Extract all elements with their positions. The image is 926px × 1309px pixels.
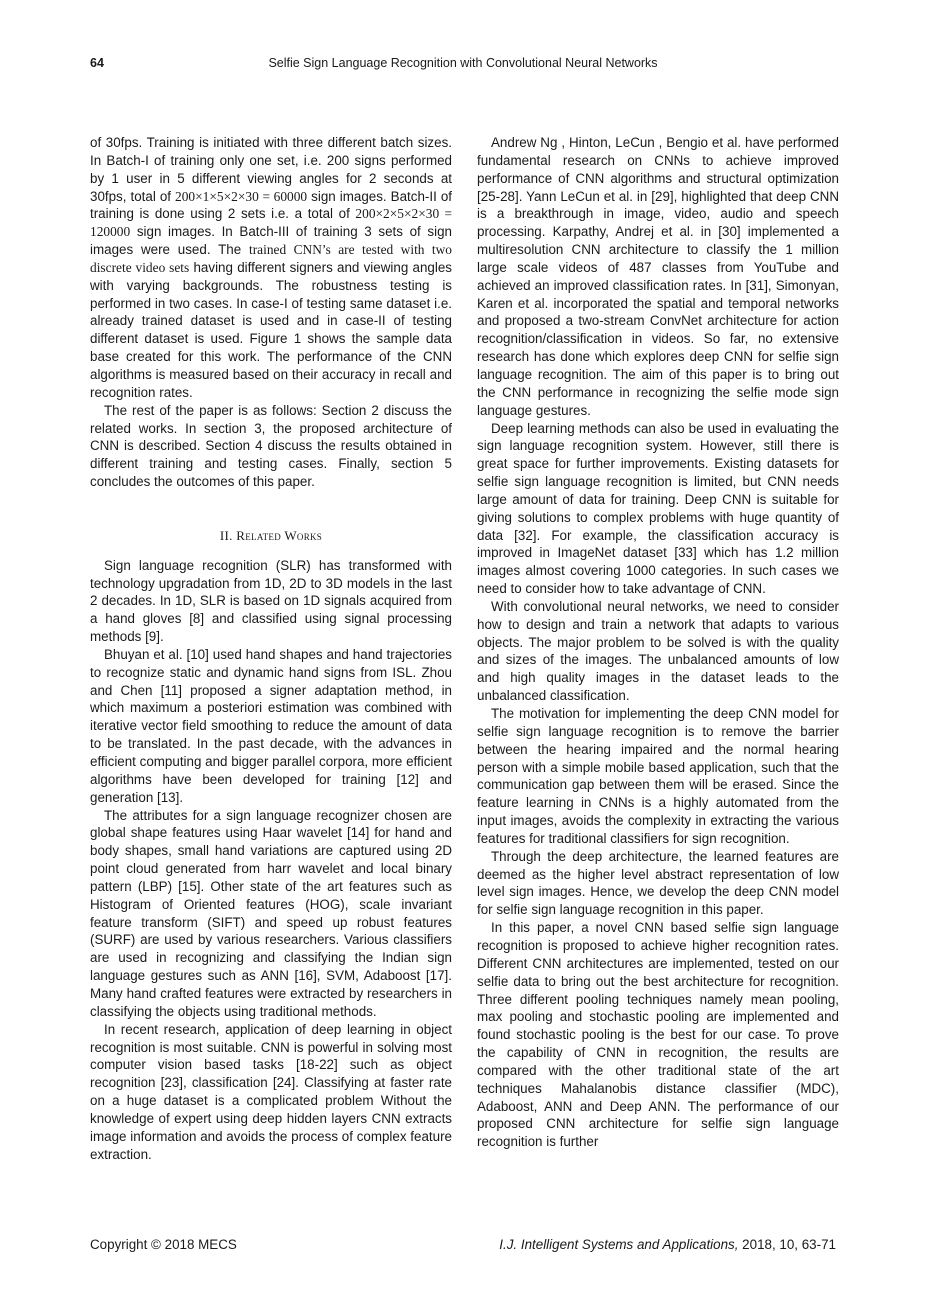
paragraph: In this paper, a novel CNN based selfie sign language recognition is proposed to achieve higher recognition rates. Different CNN architectures are implemented, tested on our selfie data to bring out the best architecture for recognition. Three different pooling techniques namely mean pooling, max pooling and stochastic pooling are implemented and found stochastic pooling is the best for our case. To prove the capability of CNN in recognition, the results are compared with the other traditional state of the art techniques Mahalanobis distance classifier (MDC), Adaboost, ANN and Deep ANN. The performance of our proposed CNN architecture for selfie sign language recognition is further: [477, 920, 839, 1150]
journal-citation: [499, 1237, 836, 1252]
journal-details: 2018, 10, 63-71: [738, 1237, 836, 1252]
paragraph: Deep learning methods can also be used in evaluating the sign language recognition system. However, still there is great space for further improvements. Existing datasets for selfie sign language recognition is limited, but CNN needs large amount of data for training. Deep CNN is suitable for giving solutions to complex problems with huge quantity of data [32]. For example, the classification accuracy is improved in ImageNet dataset [33] which has 1.2 million images almost covering 1000 categories. In such cases we need to consider how to take advantage of CNN.: [477, 420, 839, 597]
paragraph-outline: The rest of the paper is as follows: Section 2 discuss the related works. In section 3, the proposed architecture of CNN is described. Section 4 discuss the results obtained in different training and testing cases. Finally, section 5 concludes the outcomes of this paper.: [90, 402, 452, 490]
paragraph: Sign language recognition (SLR) has transformed with technology upgradation from 1D, 2D to 3D models in the last 2 decades. In 1D, SLR is based on 1D signals acquired from a hand gloves [8] and classified using signal processing methods [9].: [90, 557, 452, 645]
paragraph: Through the deep architecture, the learned features are deemed as the higher level abstract representation of low level sign images. Hence, we develop the deep CNN model for selfie sign language recognition in this paper.: [477, 848, 839, 918]
section-title: Related Works: [236, 527, 323, 543]
paragraph: Bhuyan et al. [10] used hand shapes and hand trajectories to recognize static and dynamic hand signs from ISL. Zhou and Chen [11] proposed a signer adaptation method, in which maximum a posteriori estimation was combined with iterative vector field smoothing to reduce the amount of data to be translated. In the past decade, with the advances in efficient computing and bigger parallel corpora, more efficient algorithms have been developed for training [12] and generation [13].: [90, 646, 453, 805]
formula-batch-2: 200×2×5×2×30 = 120000: [90, 206, 452, 240]
copyright-notice: Copyright © 2018 MECS: [90, 1237, 237, 1252]
section-heading: [90, 527, 452, 545]
paragraph: The attributes for a sign language recognizer chosen are global shape features using Haar wavelet [14] for hand and body shapes, small hand variations are captured using 2D point cloud generated from harr wavelet and local binary pattern (LBP) [15]. Other state of the art features such as Histogram of Oriented features (HOG), scale invariant feature transform (SIFT) and speed up robust features (SURF) are used by various researchers. Various classifiers are used in recognizing and classifying the Indian sign language gestures such as ANN [16], SVM, Adaboost [17]. Many hand crafted features were extracted by researchers in classifying the objects using traditional methods.: [90, 807, 452, 1019]
journal-name: I.J. Intelligent Systems and Applications,: [499, 1237, 739, 1252]
formula-batch-1: 200×1×5×2×30 = 60000: [175, 188, 308, 204]
left-column: [90, 134, 452, 1163]
paragraph: With convolutional neural networks, we need to consider how to design and train a network that adapts to various objects. The major problem to be solved is with the quality and sizes of the images. The unbalanced amounts of low and high quality images in the dataset leads to the unbalanced classification.: [477, 598, 839, 704]
paragraph-continued: of 30fps. Training is initiated with three different batch sizes. In Batch-I of training only one set, i.e. 200 signs performed by 1 user in 5 different viewing angles for 2 seconds at 30fps, total of 200×1×5×2×30 = 60000 sign images. Batch-II of training is done using 2 sets i.e. a total of 200×2×5×2×30 = 120000 sign images. In Batch-III of training 3 sets of sign images were used. The trained CNN’s are tested with two discrete video sets having different signers and viewing angles with varying backgrounds. The robustness testing is performed in two cases. In case-I of testing same dataset i.e. already trained dataset is used and in case-II of testing different dataset is used. Figure 1 shows the sample data base created for this work. The performance of the CNN algorithms is measured based on their accuracy in recall and recognition rates.: [90, 135, 452, 400]
right-column: [477, 134, 839, 1151]
paragraph: Andrew Ng , Hinton, LeCun , Bengio et al. have performed fundamental research on CNNs to achieve improved performance of CNN algorithms and structural optimization [25-28]. Yann LeCun et al. in [29], highlighted that deep CNN is a breakthrough in image, video, audio and speech processing. Karpathy, Andrej et al. in [30] implemented a multiresolution CNN architecture to classify the 1 million large scale videos of 487 classes from YouTube and achieved an improved classification rates. In [31], Simonyan, Karen et al. incorporated the spatial and temporal networks and proposed a two-stream ConvNet architecture for action recognition/classification in videos. So far, no extensive research has done which explores deep CNN for selfie sign language recognition. The aim of this paper is to bring out the CNN performance in recognizing the selfie mode sign language gestures.: [477, 135, 839, 418]
page-number: 64: [90, 56, 104, 70]
page-header: [0, 56, 926, 76]
paragraph: In recent research, application of deep learning in object recognition is most suitable. CNN is powerful in solving most computer vision based tasks [18-22] such as object recognition [23], classification [24]. Classifying at faster rate on a huge dataset is a complicated problem Without the knowledge of expert using deep hidden layers CNN extracts image information and avoids the process of complex feature extraction.: [90, 1021, 452, 1162]
running-title: Selfie Sign Language Recognition with Convolutional Neural Networks: [268, 56, 658, 70]
section-number: II.: [219, 527, 237, 543]
paragraph: The motivation for implementing the deep CNN model for selfie sign language recognition is to remove the barrier between the hearing impaired and the normal hearing person with a simple mobile based application, such that the communication gap between them will be erased. Since the feature learning in CNNs is a highly automated from the input images, avoids the complexity in extracting the various features for traditional classifiers for sign recognition.: [477, 706, 839, 846]
